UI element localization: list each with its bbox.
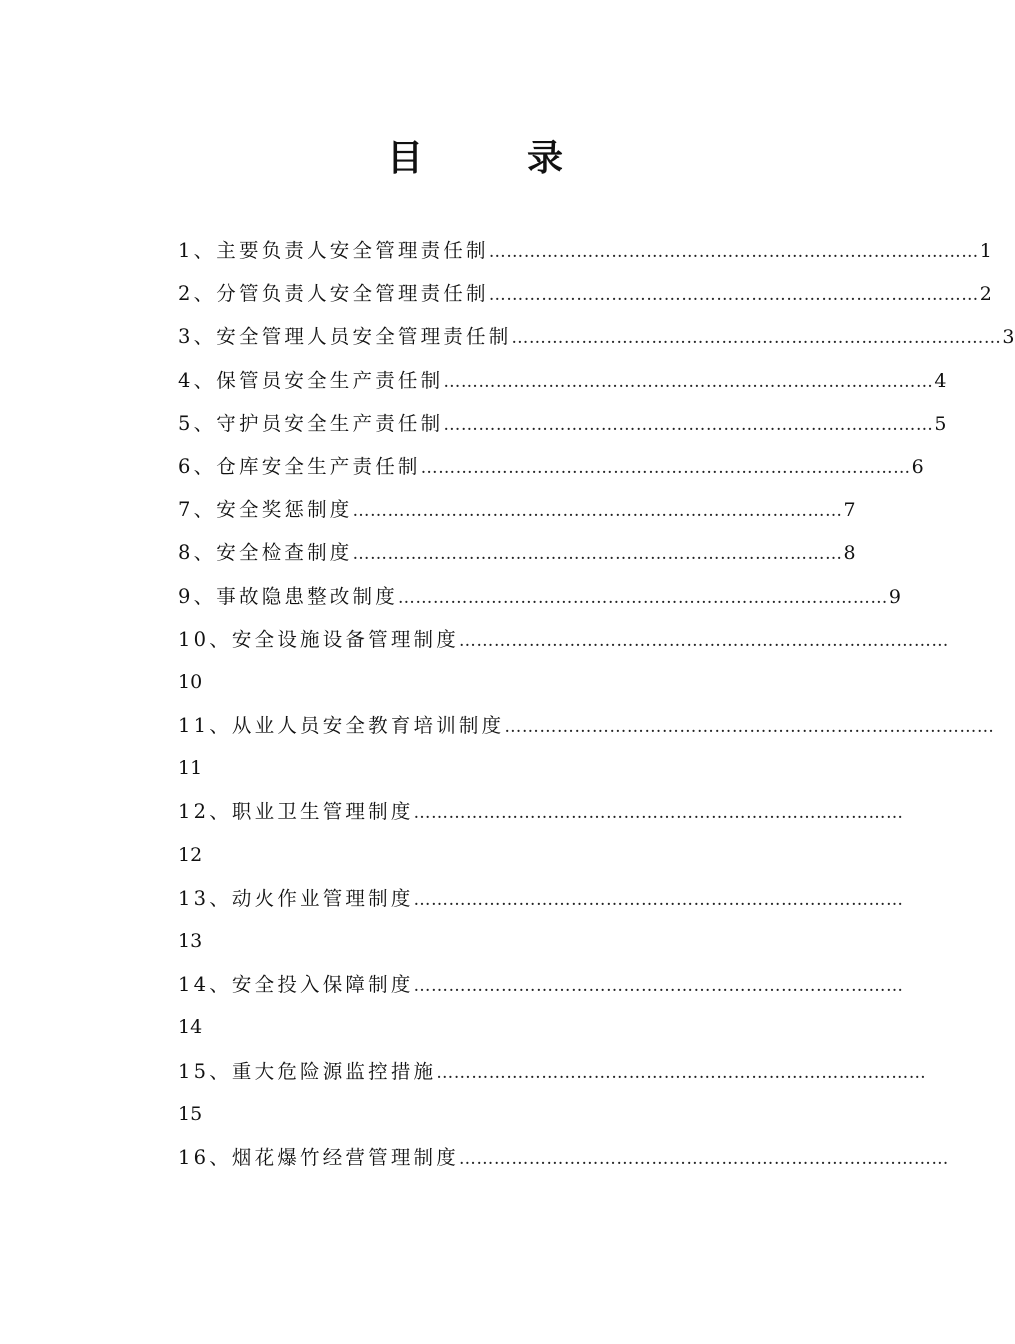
toc-entry-page: 3	[1002, 326, 1015, 349]
toc-entry[interactable]	[178, 359, 947, 402]
toc-entry-page: 2	[979, 283, 992, 306]
toc-leader-dots: …………………………………………………………………………	[443, 371, 934, 392]
toc-leader-dots: …………………………………………………………………………	[420, 457, 911, 478]
toc-entry-label: 9、事故隐患整改制度	[178, 584, 398, 608]
toc-entry-page: 10	[178, 670, 203, 693]
toc-entry-page: 5	[934, 412, 947, 435]
toc-entry-page: 11	[178, 757, 203, 780]
toc-entry[interactable]	[178, 445, 924, 488]
toc-entry-page: 13	[178, 930, 203, 952]
toc-leader-dots: …………………………………………………………………………	[458, 630, 949, 651]
toc-leader-dots: …………………………………………………………………………	[443, 414, 934, 435]
page-title: 目 录	[386, 137, 597, 179]
toc-entry-page: 8	[843, 542, 856, 565]
toc-entry-label: 7、安全奖惩制度	[178, 498, 353, 522]
toc-leader-dots: …………………………………………………………………………	[488, 285, 979, 306]
toc-entry-label: 15、重大危险源监控措施	[178, 1059, 437, 1083]
toc-entry-label: 8、安全检查制度	[178, 541, 353, 565]
toc-entry[interactable]	[178, 531, 856, 574]
toc-entry-page: 12	[178, 843, 203, 866]
toc-entry[interactable]	[178, 963, 904, 1006]
toc-entry-label: 11、从业人员安全教育培训制度	[178, 714, 505, 738]
toc-entry[interactable]	[178, 790, 904, 833]
toc-leader-dots: …………………………………………………………………………	[511, 328, 1002, 349]
toc-entry[interactable]	[178, 704, 995, 747]
toc-entry-page: 9	[888, 585, 902, 608]
toc-entry-label: 12、职业卫生管理制度	[178, 800, 414, 824]
toc-entry-page: 15	[178, 1102, 203, 1125]
toc-entry-label: 13、动火作业管理制度	[178, 886, 414, 910]
toc-leader-dots: …………………………………………………………………………	[488, 242, 979, 262]
toc-leader-dots: …………………………………………………………………………	[504, 717, 995, 738]
table-of-contents	[178, 229, 1015, 1179]
toc-entry-label: 5、守护员安全生产责任制	[178, 411, 444, 435]
toc-entry-label: 1、主要负责人安全管理责任制	[178, 239, 489, 262]
toc-entry-page: 6	[911, 455, 924, 478]
toc-entry[interactable]	[178, 1136, 949, 1179]
toc-leader-dots: …………………………………………………………………………	[413, 976, 904, 997]
toc-entry[interactable]	[178, 315, 1015, 358]
toc-leader-dots: …………………………………………………………………………	[413, 889, 904, 910]
toc-entry[interactable]	[178, 402, 947, 445]
toc-entry-page: 7	[843, 499, 856, 522]
toc-leader-dots: …………………………………………………………………………	[397, 587, 888, 608]
toc-entry-label: 16、烟花爆竹经营管理制度	[178, 1145, 459, 1169]
toc-entry-label: 2、分管负责人安全管理责任制	[178, 282, 489, 306]
toc-entry[interactable]	[178, 575, 902, 618]
toc-entry[interactable]	[178, 877, 904, 920]
toc-leader-dots: …………………………………………………………………………	[436, 1062, 927, 1083]
toc-entry-page: 1	[979, 240, 992, 262]
toc-entry[interactable]	[178, 1050, 927, 1093]
toc-entry-label: 4、保管员安全生产责任制	[178, 368, 444, 392]
toc-leader-dots: …………………………………………………………………………	[352, 544, 843, 565]
toc-entry-label: 10、安全设施设备管理制度	[178, 627, 459, 651]
toc-entry-label: 14、安全投入保障制度	[178, 973, 414, 997]
toc-entry[interactable]	[178, 488, 856, 531]
toc-entry-page: 14	[178, 1016, 203, 1039]
toc-entry[interactable]	[178, 272, 992, 315]
toc-entry-page: 4	[934, 369, 947, 392]
toc-entry-label: 3、安全管理人员安全管理责任制	[178, 325, 512, 349]
toc-leader-dots: …………………………………………………………………………	[352, 501, 843, 522]
toc-leader-dots: …………………………………………………………………………	[458, 1148, 949, 1169]
toc-leader-dots: …………………………………………………………………………	[413, 803, 904, 824]
toc-entry[interactable]	[178, 229, 992, 272]
toc-entry-label: 6、仓库安全生产责任制	[178, 454, 421, 478]
toc-entry[interactable]	[178, 618, 949, 661]
